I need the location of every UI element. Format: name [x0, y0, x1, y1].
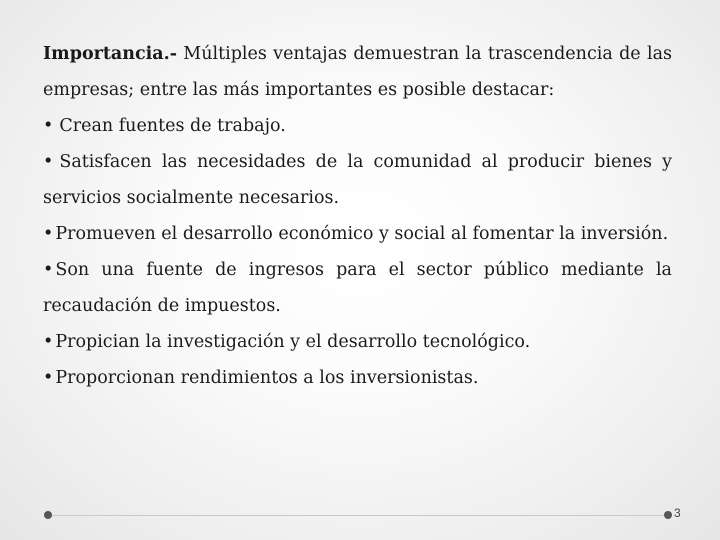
- footer-dot-right: [664, 511, 672, 519]
- bullet-text: Crean fuentes de trabajo.: [59, 116, 286, 136]
- footer-divider: [48, 515, 668, 516]
- footer-dot-left: [44, 511, 52, 519]
- bullet-marker: •: [43, 224, 54, 244]
- intro-heading: Importancia.-: [43, 44, 177, 64]
- bullet-item: [43, 144, 672, 216]
- bullet-item: [43, 216, 672, 252]
- bullet-marker: •: [43, 116, 54, 136]
- intro-text: Múltiples ventajas demuestran la trascendencia de las empresas; entre las más importantes es posible destacar:: [43, 44, 672, 100]
- bullet-text: Promueven el desarrollo económico y social al fomentar la inversión.: [55, 224, 669, 244]
- bullet-marker: •: [43, 332, 54, 352]
- bullet-item: [43, 324, 672, 360]
- bullet-item: [43, 252, 672, 324]
- bullet-marker: •: [43, 368, 54, 388]
- bullet-text: Proporcionan rendimientos a los inversionistas.: [55, 368, 479, 388]
- bullet-item: [43, 360, 672, 396]
- bullet-text: Son una fuente de ingresos para el sector público mediante la recaudación de impuestos.: [43, 260, 672, 316]
- bullet-marker: •: [43, 152, 54, 172]
- intro-paragraph: [43, 36, 672, 108]
- bullet-item: [43, 108, 672, 144]
- bullet-text: Propician la investigación y el desarrollo tecnológico.: [55, 332, 531, 352]
- bullet-marker: •: [43, 260, 54, 280]
- bullet-text: Satisfacen las necesidades de la comunidad al producir bienes y servicios socialmente necesarios.: [43, 152, 672, 208]
- slide-body: [43, 36, 672, 396]
- slide-number: 3: [674, 506, 681, 520]
